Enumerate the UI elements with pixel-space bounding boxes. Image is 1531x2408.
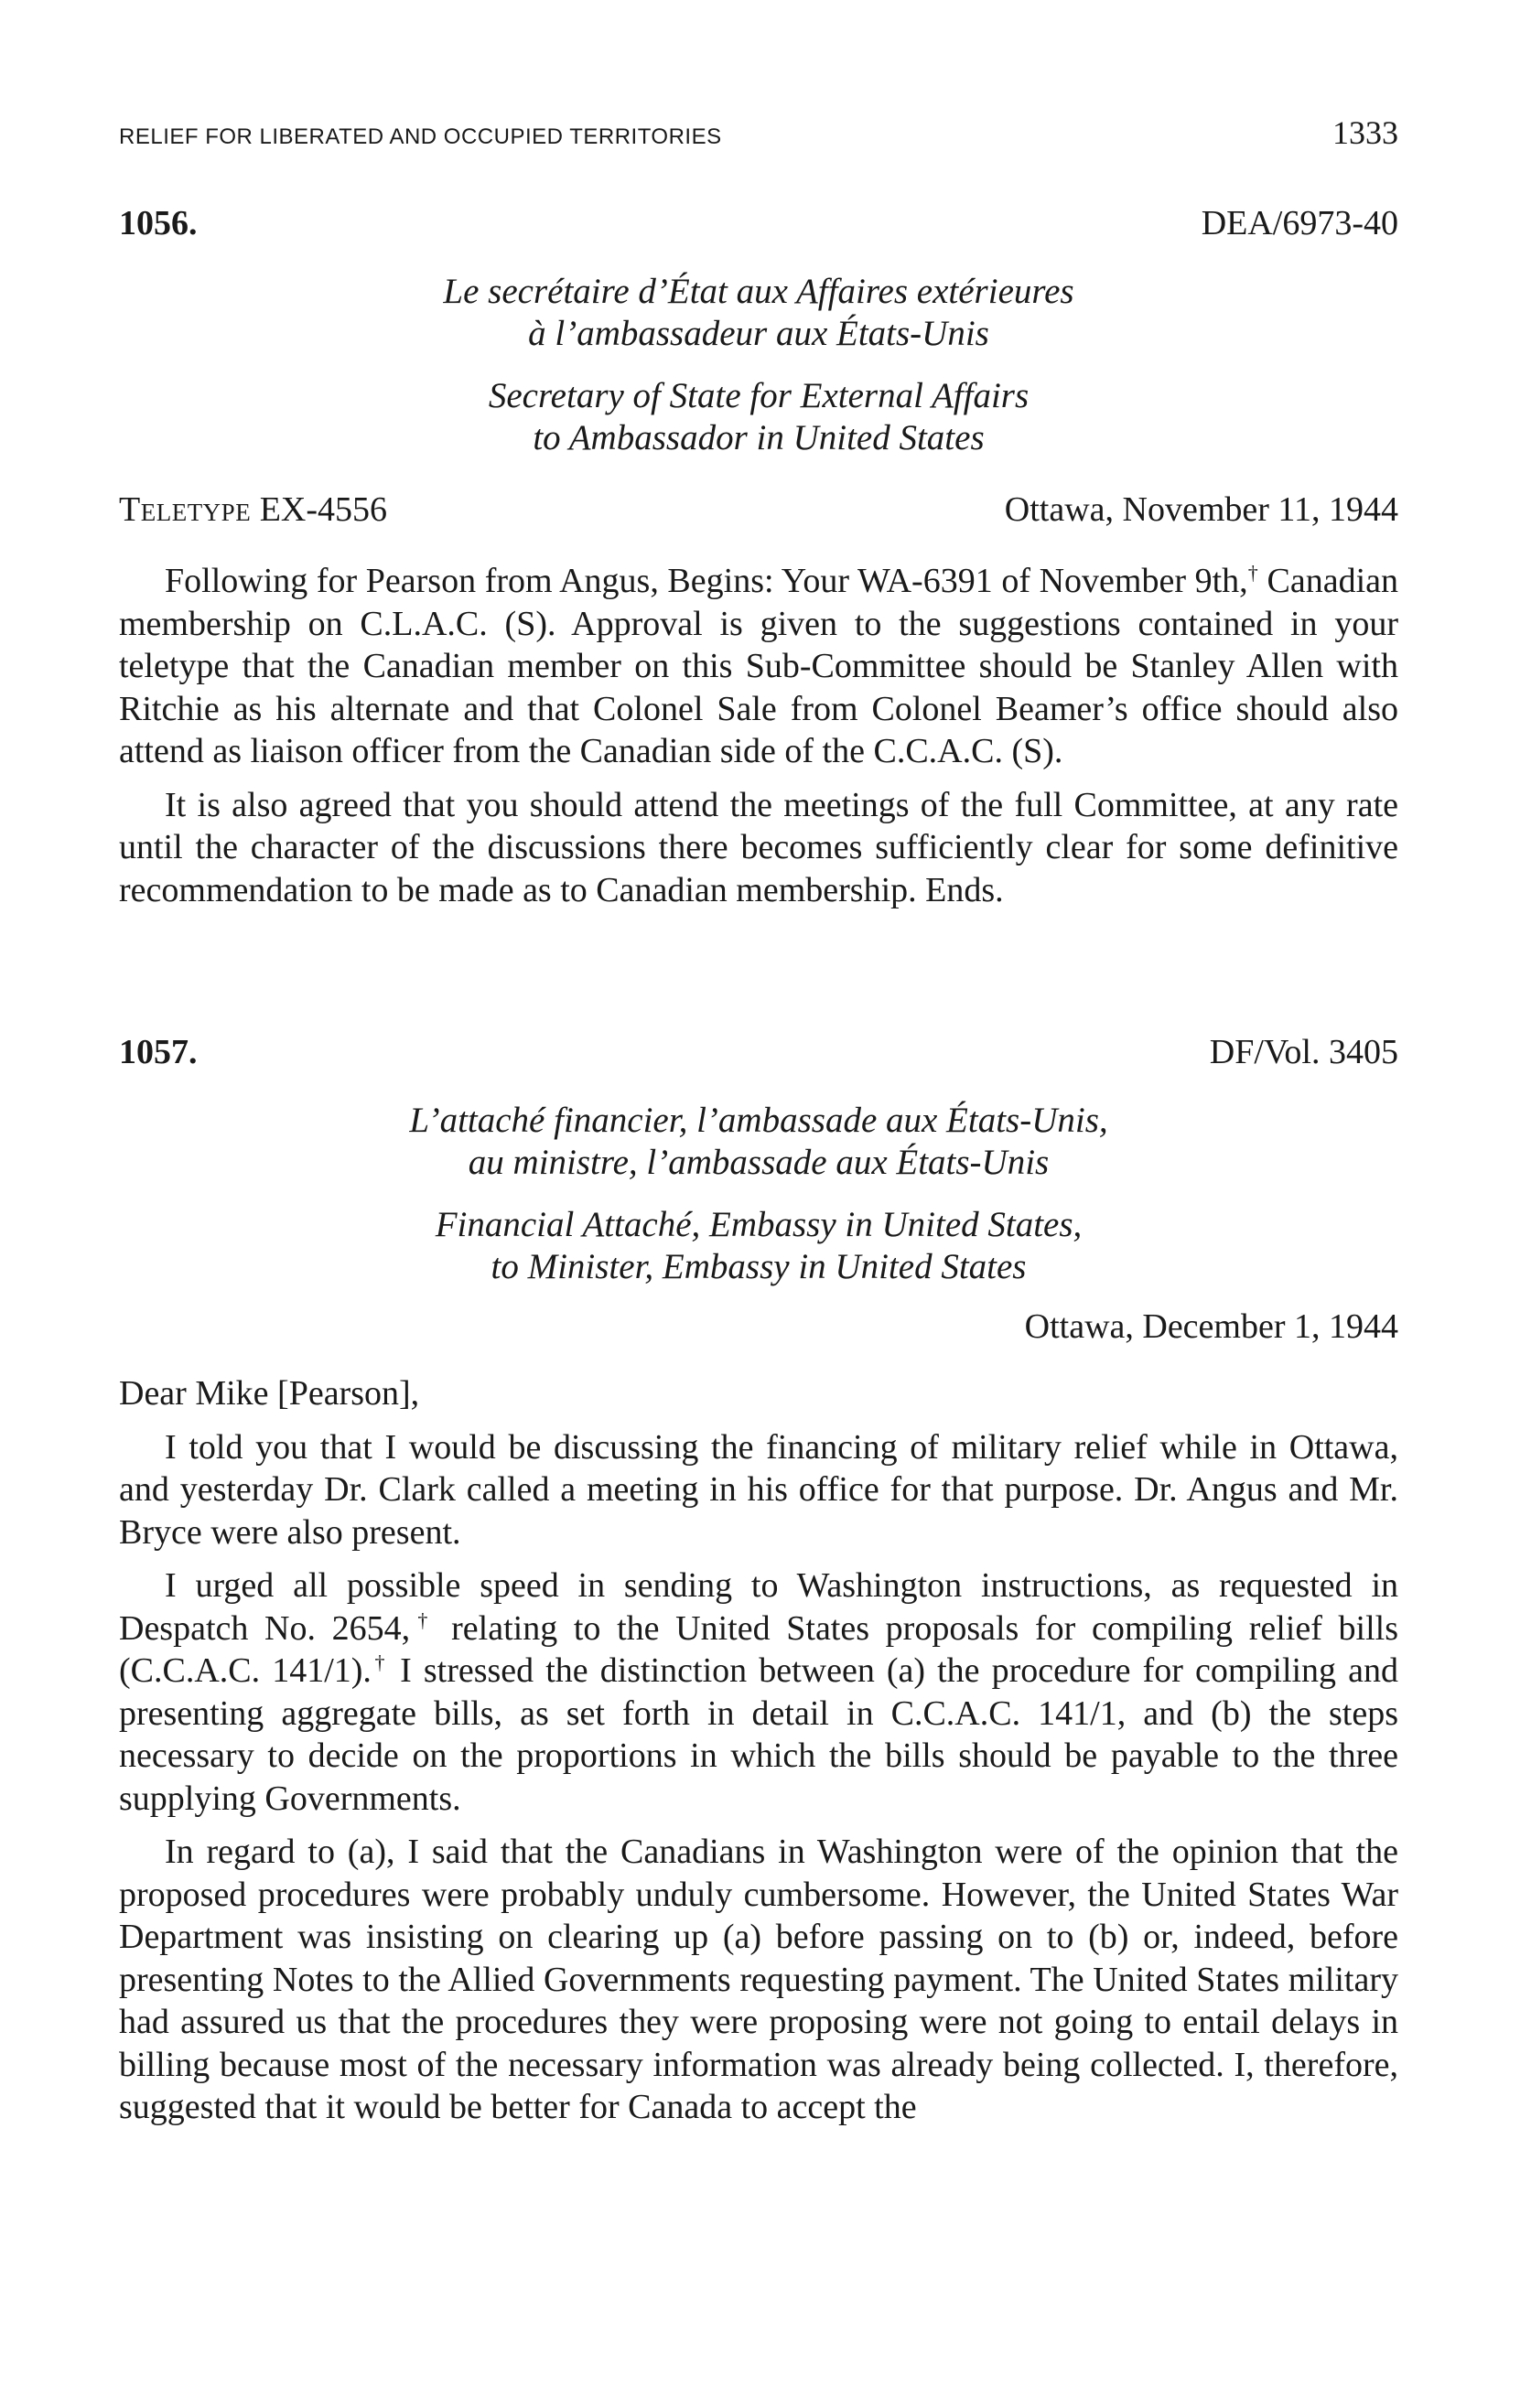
doc-1057-paragraph-1: I told you that I would be discussing the financing of military relief while in Ottawa, and yesterday Dr. Clark called a meeting in his office for that purpose. Dr. Angus and Mr. Bryce were also present.	[119, 1427, 1398, 1552]
dagger-mark: †	[410, 1607, 436, 1631]
dagger-mark: †	[1247, 561, 1258, 585]
doc-1057-title-fr-1: L’attaché financier, l’ambassade aux États-Unis,	[409, 1101, 1108, 1140]
teletype-number: EX-4556	[259, 490, 388, 529]
doc-1056-title-en-2: to Ambassador in United States	[533, 418, 985, 457]
doc-1057-title-en-1: Financial Attaché, Embassy in United States,	[435, 1205, 1083, 1244]
doc-1056-paragraph-1: Following for Pearson from Angus, Begins: Your WA-6391 of November 9th,† Canadian membership on C.L.A.C. (S). Approval is given to the suggestions contained in your teletype that the Canadian member on this Sub-Committee should be Stanley Allen with Ritchie as his alternate and that Colonel Sale from Colonel Beamer’s office should also attend as liaison officer from the Canadian side of the C.C.A.C. (S).	[119, 561, 1399, 770]
doc-1057-paragraph-2: I urged all possible speed in sending to Washington instructions, as requested in Despatch No. 2654,† relating to the United States proposals for compiling relief bills (C.C.A.C. 141/1).† I stressed the distinction between (a) the procedure for compiling and presenting aggregate bills, as set forth in detail in C.C.A.C. 141/1, and (b) the steps necessary to decide on the proportions in which the bills should be payable to the three supplying Governments.	[119, 1566, 1398, 1818]
doc-1056-heading	[119, 203, 1398, 243]
doc-1057-titles	[119, 1100, 1398, 1288]
doc-1057-salutation: Dear Mike [Pearson],	[119, 1374, 420, 1413]
doc-1056-body	[119, 560, 1398, 922]
doc-1056-title-fr-2: à l’ambassadeur aux États-Unis	[528, 314, 989, 353]
doc-1057-body	[119, 1372, 1398, 2140]
running-header	[119, 113, 1398, 152]
doc-1057-title-en-2: to Minister, Embassy in United States	[491, 1247, 1027, 1286]
doc-1056-dateline	[119, 489, 1398, 530]
doc-1057-paragraph-3: In regard to (a), I said that the Canadians in Washington were of the opinion that the proposed procedures were probably unduly cumbersome. However, the United States War Department was insisting on clearing up (a) before passing on to (b) or, indeed, before presenting Notes to the Allied Governments requesting payment. The United States military had assured us that the procedures they were proposing were not going to entail delays in billing because most of the necessary information was already being collected. I, therefore, suggested that it would be better for Canada to accept the	[119, 1833, 1398, 2126]
teletype-label: Teletype	[119, 490, 252, 529]
running-title: RELIEF FOR LIBERATED AND OCCUPIED TERRITORIES	[119, 124, 722, 149]
doc-1057-number: 1057.	[119, 1033, 198, 1071]
doc-1056-title-fr-1: Le secrétaire d’État aux Affaires extérieures	[443, 272, 1074, 311]
doc-1056-number: 1056.	[119, 204, 198, 242]
doc-1057-heading	[119, 1032, 1398, 1072]
doc-1056-teletype	[119, 489, 387, 530]
doc-1056-paragraph-2: It is also agreed that you should attend the meetings of the full Committee, at any rate until the character of the discussions there becomes sufficiently clear for some definitive recommendation to be made as to Canadian membership. Ends.	[119, 785, 1398, 909]
doc-1057-title-fr-2: au ministre, l’ambassade aux États-Unis	[468, 1143, 1050, 1182]
doc-1057-reference: DF/Vol. 3405	[1209, 1033, 1398, 1071]
doc-1056-place-date: Ottawa, November 11, 1944	[1004, 490, 1398, 529]
doc-1057-place-date: Ottawa, December 1, 1944	[1024, 1307, 1398, 1346]
doc-1056-title-en-1: Secretary of State for External Affairs	[488, 376, 1030, 415]
doc-1057-dateline	[119, 1306, 1398, 1347]
page-number: 1333	[1332, 114, 1398, 151]
doc-1056-reference: DEA/6973-40	[1201, 204, 1398, 242]
doc-1056-titles	[119, 271, 1398, 459]
dagger-mark: †	[371, 1650, 389, 1674]
